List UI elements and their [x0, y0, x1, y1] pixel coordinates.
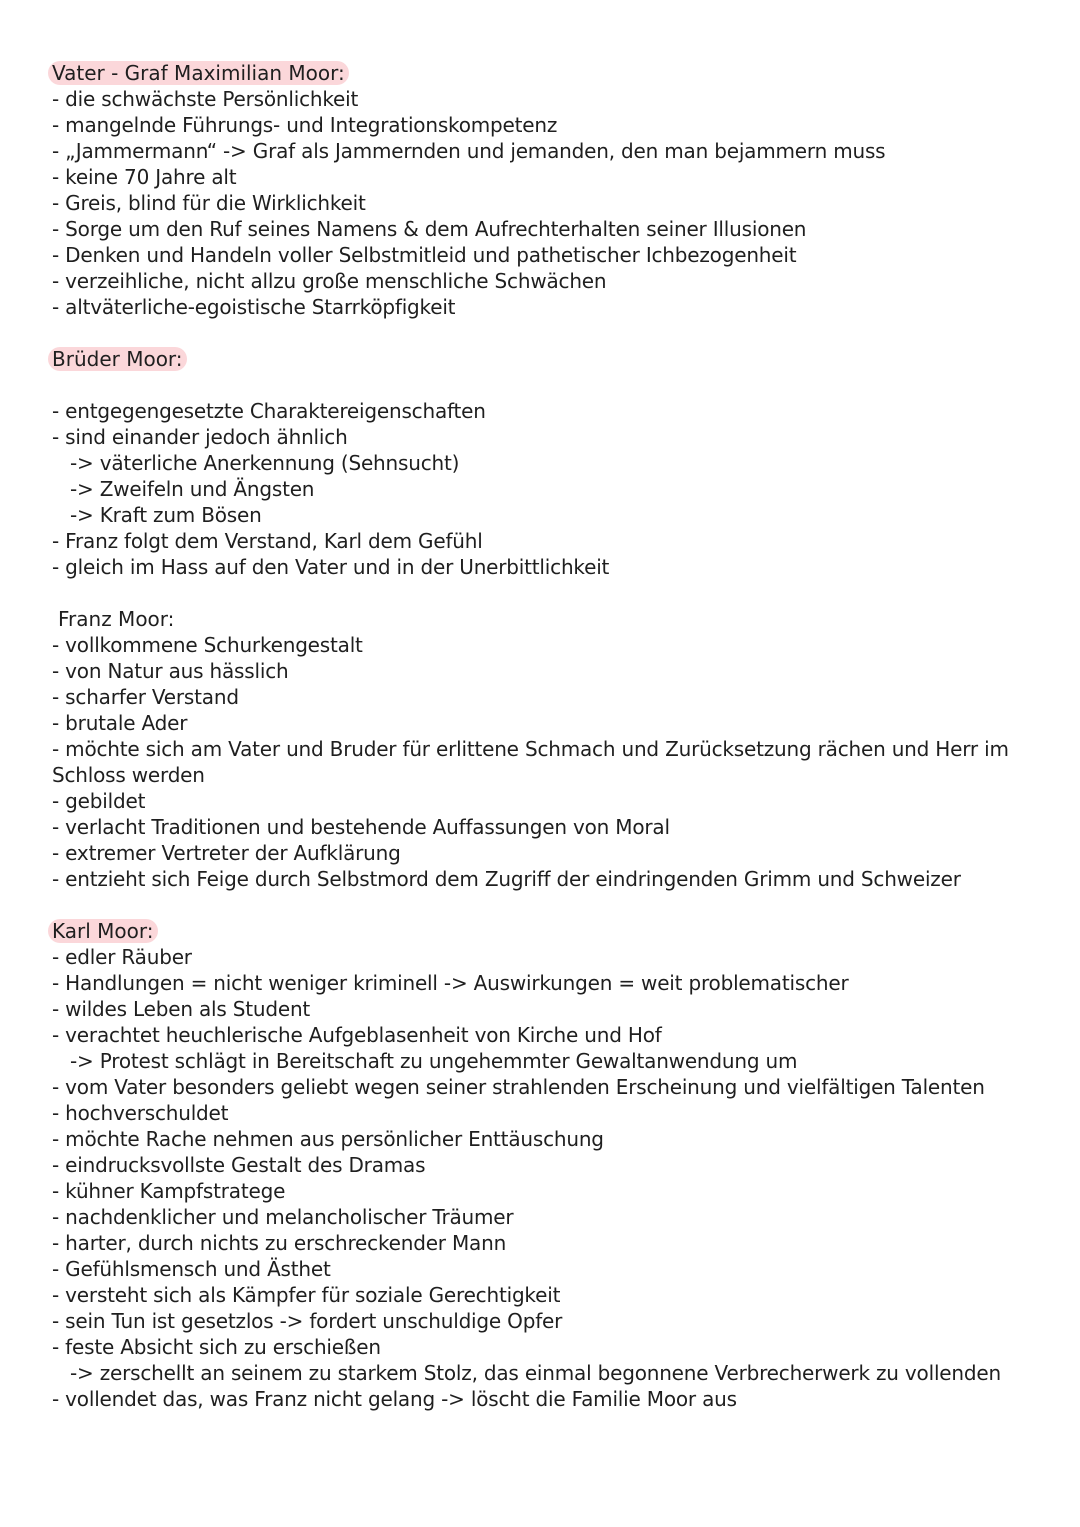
spacer	[0, 892, 1080, 918]
list-item: - Gefühlsmensch und Ästhet	[52, 1257, 331, 1281]
list-subitem: -> zerschellt an seinem zu starkem Stolz, das einmal begonnene Verbrecherwerk zu vollenden	[70, 1361, 1001, 1385]
spacer	[0, 320, 1080, 346]
heading-vater	[0, 60, 1080, 86]
list-item: - brutale Ader	[52, 711, 188, 735]
list-item: - eindrucksvollste Gestalt des Dramas	[52, 1153, 426, 1177]
list-item: - gleich im Hass auf den Vater und in der Unerbittlichkeit	[52, 555, 610, 579]
list-subitem: -> Kraft zum Bösen	[70, 503, 262, 527]
list-item: - gebildet	[52, 789, 146, 813]
list-item: - extremer Vertreter der Aufklärung	[52, 841, 401, 865]
list-item: - von Natur aus hässlich	[52, 659, 289, 683]
list-item: - „Jammermann“ -> Graf als Jammernden und jemanden, den man bejammern muss	[52, 139, 886, 163]
list-item: - edler Räuber	[52, 945, 192, 969]
list-item: - scharfer Verstand	[52, 685, 239, 709]
list-item: - sind einander jedoch ähnlich	[52, 425, 348, 449]
list-item: - verzeihliche, nicht allzu große menschliche Schwächen	[52, 269, 607, 293]
list-item: - vollendet das, was Franz nicht gelang -> löscht die Familie Moor aus	[52, 1387, 737, 1411]
list-item: - wildes Leben als Student	[52, 997, 311, 1021]
list-item: - verlacht Traditionen und bestehende Auffassungen von Moral	[52, 815, 670, 839]
notes-page	[0, 60, 1080, 1412]
spacer	[0, 580, 1080, 606]
list-item: - entgegengesetzte Charaktereigenschaften	[52, 399, 486, 423]
heading-vater-text: Vater - Graf Maximilian Moor:	[48, 61, 349, 85]
list-item: - hochverschuldet	[52, 1101, 229, 1125]
section-karl	[0, 918, 1080, 1412]
list-item: - Franz folgt dem Verstand, Karl dem Gefühl	[52, 529, 483, 553]
list-subitem: -> Protest schlägt in Bereitschaft zu ungehemmter Gewaltanwendung um	[70, 1049, 798, 1073]
section-franz	[0, 606, 1080, 892]
list-item: - vollkommene Schurkengestalt	[52, 633, 363, 657]
heading-franz-text: Franz Moor:	[58, 607, 175, 631]
heading-franz	[0, 606, 1080, 632]
list-subitem: -> Zweifeln und Ängsten	[70, 477, 315, 501]
list-item: - feste Absicht sich zu erschießen	[52, 1335, 381, 1359]
list-item: - Denken und Handeln voller Selbstmitleid und pathetischer Ichbezogenheit	[52, 243, 797, 267]
list-item: - kühner Kampfstratege	[52, 1179, 286, 1203]
list-item: - Sorge um den Ruf seines Namens & dem Aufrechterhalten seiner Illusionen	[52, 217, 807, 241]
list-item: - Greis, blind für die Wirklichkeit	[52, 191, 366, 215]
list-item: - harter, durch nichts zu erschreckender Mann	[52, 1231, 507, 1255]
list-item: - möchte sich am Vater und Bruder für erlittene Schmach und Zurücksetzung rächen und Herr im Schloss werden	[52, 737, 1009, 787]
list-item: - Handlungen = nicht weniger kriminell -> Auswirkungen = weit problematischer	[52, 971, 849, 995]
list-item: - versteht sich als Kämpfer für soziale Gerechtigkeit	[52, 1283, 561, 1307]
heading-brueder	[0, 346, 1080, 372]
spacer	[0, 372, 1080, 398]
list-item: - entzieht sich Feige durch Selbstmord dem Zugriff der eindringenden Grimm und Schweizer	[52, 867, 961, 891]
heading-karl	[0, 918, 1080, 944]
section-vater	[0, 60, 1080, 320]
list-subitem: -> väterliche Anerkennung (Sehnsucht)	[70, 451, 460, 475]
heading-karl-text: Karl Moor:	[48, 919, 158, 943]
heading-brueder-text: Brüder Moor:	[48, 347, 187, 371]
list-item: - sein Tun ist gesetzlos -> fordert unschuldige Opfer	[52, 1309, 563, 1333]
list-item: - nachdenklicher und melancholischer Träumer	[52, 1205, 514, 1229]
list-item: - verachtet heuchlerische Aufgeblasenheit von Kirche und Hof	[52, 1023, 662, 1047]
list-item: - keine 70 Jahre alt	[52, 165, 237, 189]
list-item: - altväterliche-egoistische Starrköpfigkeit	[52, 295, 456, 319]
section-brueder	[0, 346, 1080, 580]
list-item: - mangelnde Führungs- und Integrationskompetenz	[52, 113, 558, 137]
list-item: - die schwächste Persönlichkeit	[52, 87, 359, 111]
list-item: - möchte Rache nehmen aus persönlicher Enttäuschung	[52, 1127, 604, 1151]
list-item: - vom Vater besonders geliebt wegen seiner strahlenden Erscheinung und vielfältigen Talenten	[52, 1075, 985, 1099]
